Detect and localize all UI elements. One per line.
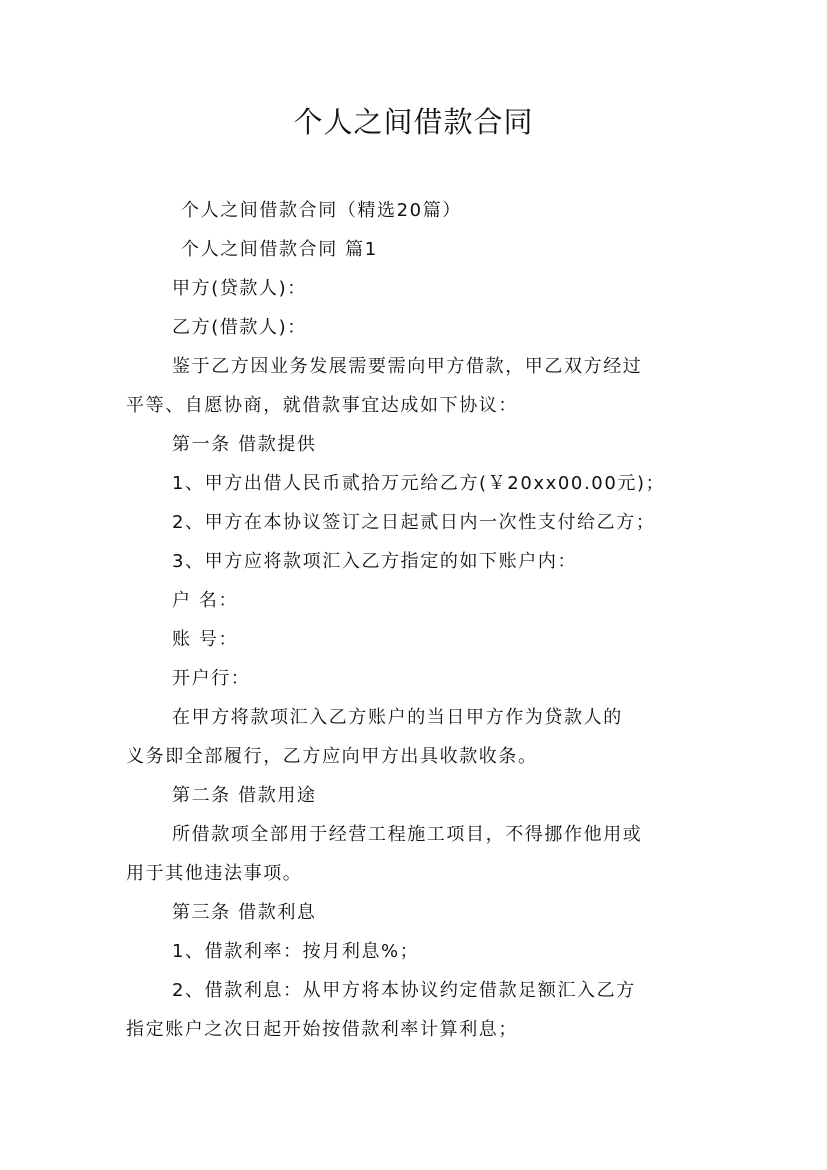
section-heading: 个人之间借款合同 篇1	[181, 239, 378, 260]
subtitle-line: 个人之间借款合同（精选20篇）	[181, 200, 462, 221]
paragraph-line: 在甲方将款项汇入乙方账户的当日甲方作为贷款人的	[172, 707, 623, 728]
article-heading: 第二条 借款用途	[172, 785, 317, 806]
account-name-line: 户 名：	[172, 590, 239, 611]
paragraph-line: 所借款项全部用于经营工程施工项目，不得挪作他用或	[172, 824, 643, 845]
article-heading: 第一条 借款提供	[172, 434, 317, 455]
account-number-line: 账 号：	[172, 629, 239, 650]
clause-line: 2、借款利息：从甲方将本协议约定借款足额汇入乙方	[172, 980, 636, 1001]
party-b-line: 乙方(借款人)：	[172, 317, 307, 338]
paragraph-line: 用于其他违法事项。	[126, 863, 303, 884]
paragraph-line: 鉴于乙方因业务发展需要需向甲方借款，甲乙双方经过	[172, 356, 643, 377]
clause-line: 3、甲方应将款项汇入乙方指定的如下账户内：	[172, 551, 578, 572]
article-heading: 第三条 借款利息	[172, 902, 317, 923]
clause-line: 2、甲方在本协议签订之日起贰日内一次性支付给乙方；	[172, 512, 656, 533]
party-a-line: 甲方(贷款人)：	[172, 278, 307, 299]
document-title: 个人之间借款合同	[293, 105, 534, 139]
clause-line: 1、借款利率：按月利息%；	[172, 941, 420, 962]
paragraph-line: 平等、自愿协商，就借款事宜达成如下协议：	[126, 395, 518, 416]
paragraph-line: 义务即全部履行，乙方应向甲方出具收款收条。	[126, 746, 538, 767]
bank-line: 开户行：	[172, 668, 251, 689]
clause-line: 1、甲方出借人民币贰拾万元给乙方(￥20xx00.00元)；	[172, 473, 666, 494]
clause-line: 指定账户之次日起开始按借款利率计算利息；	[126, 1019, 518, 1040]
